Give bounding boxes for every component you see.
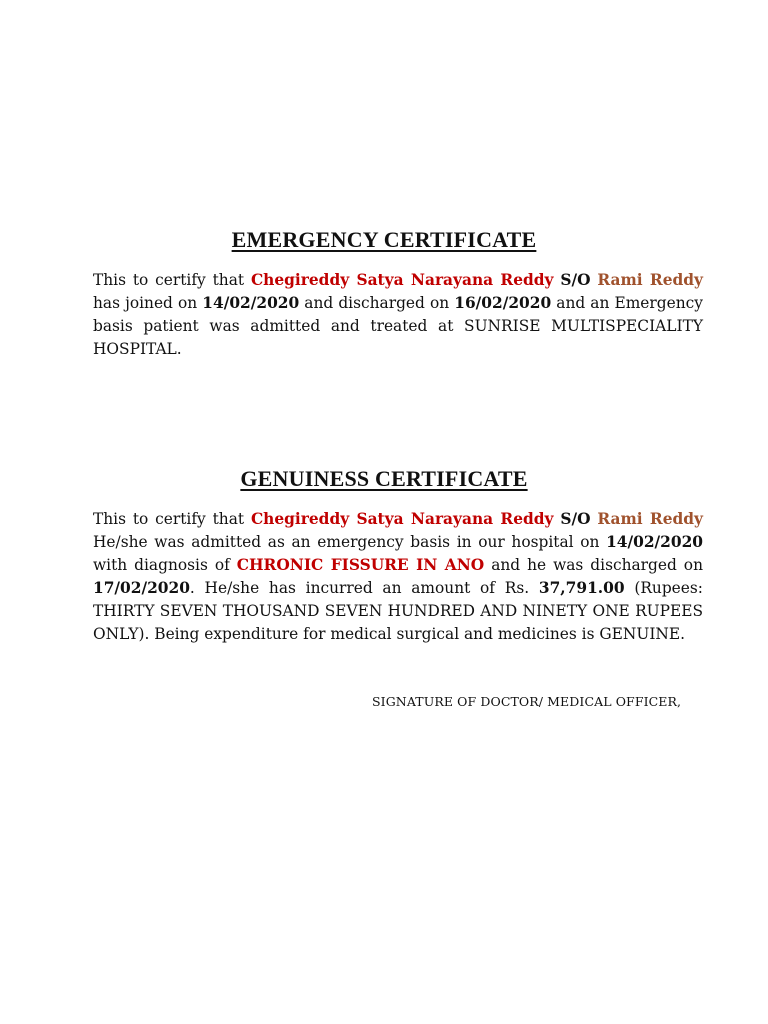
genuine-amount: 37,791.00 xyxy=(538,579,625,597)
emergency-relation: S/O xyxy=(560,271,591,289)
emergency-patient-name: Chegireddy Satya Narayana Reddy xyxy=(250,271,554,289)
emergency-discharged-text: and discharged on xyxy=(304,294,450,312)
emergency-discharge-date: 16/02/2020 xyxy=(454,294,552,312)
genuine-diagnosis-text: with diagnosis of xyxy=(93,556,230,574)
genuiness-certificate-heading: GENUINESS CERTIFICATE xyxy=(240,466,528,491)
genuine-parent-name: Rami Reddy xyxy=(597,510,703,528)
genuiness-certificate-body xyxy=(93,508,703,646)
emergency-joined-text: has joined on xyxy=(93,294,198,312)
emergency-certificate-body xyxy=(93,269,703,361)
genuine-amount-text: . He/she has incurred an amount of Rs. xyxy=(189,579,530,597)
emergency-admit-date: 14/02/2020 xyxy=(202,294,300,312)
genuine-patient-name: Chegireddy Satya Narayana Reddy xyxy=(250,510,554,528)
doctor-signature-label: SIGNATURE OF DOCTOR/ MEDICAL OFFICER, xyxy=(372,694,682,709)
genuine-rest-text: (Rupees: THIRTY SEVEN THOUSAND SEVEN HUNDRED AND NINETY ONE RUPEES ONLY). Being expenditure for medical surgical and medicines is GENUINE. xyxy=(93,579,703,643)
emergency-certificate-heading: EMERGENCY CERTIFICATE xyxy=(231,227,537,252)
genuine-intro: This to certify that xyxy=(93,510,245,528)
emergency-intro: This to certify that xyxy=(93,271,245,289)
genuine-admitted-text: He/she was admitted as an emergency basis in our hospital on xyxy=(93,533,600,551)
genuine-discharge-date: 17/02/2020 xyxy=(93,579,190,597)
genuine-relation: S/O xyxy=(560,510,591,528)
emergency-parent-name: Rami Reddy xyxy=(597,271,703,289)
genuine-admit-date: 14/02/2020 xyxy=(606,533,703,551)
emergency-rest-text: and an Emergency basis patient was admitted and treated at SUNRISE MULTISPECIALITY HOSPITAL. xyxy=(93,294,703,358)
genuine-discharged-text: and he was discharged on xyxy=(491,556,703,574)
genuine-diagnosis: CHRONIC FISSURE IN ANO xyxy=(236,556,485,574)
